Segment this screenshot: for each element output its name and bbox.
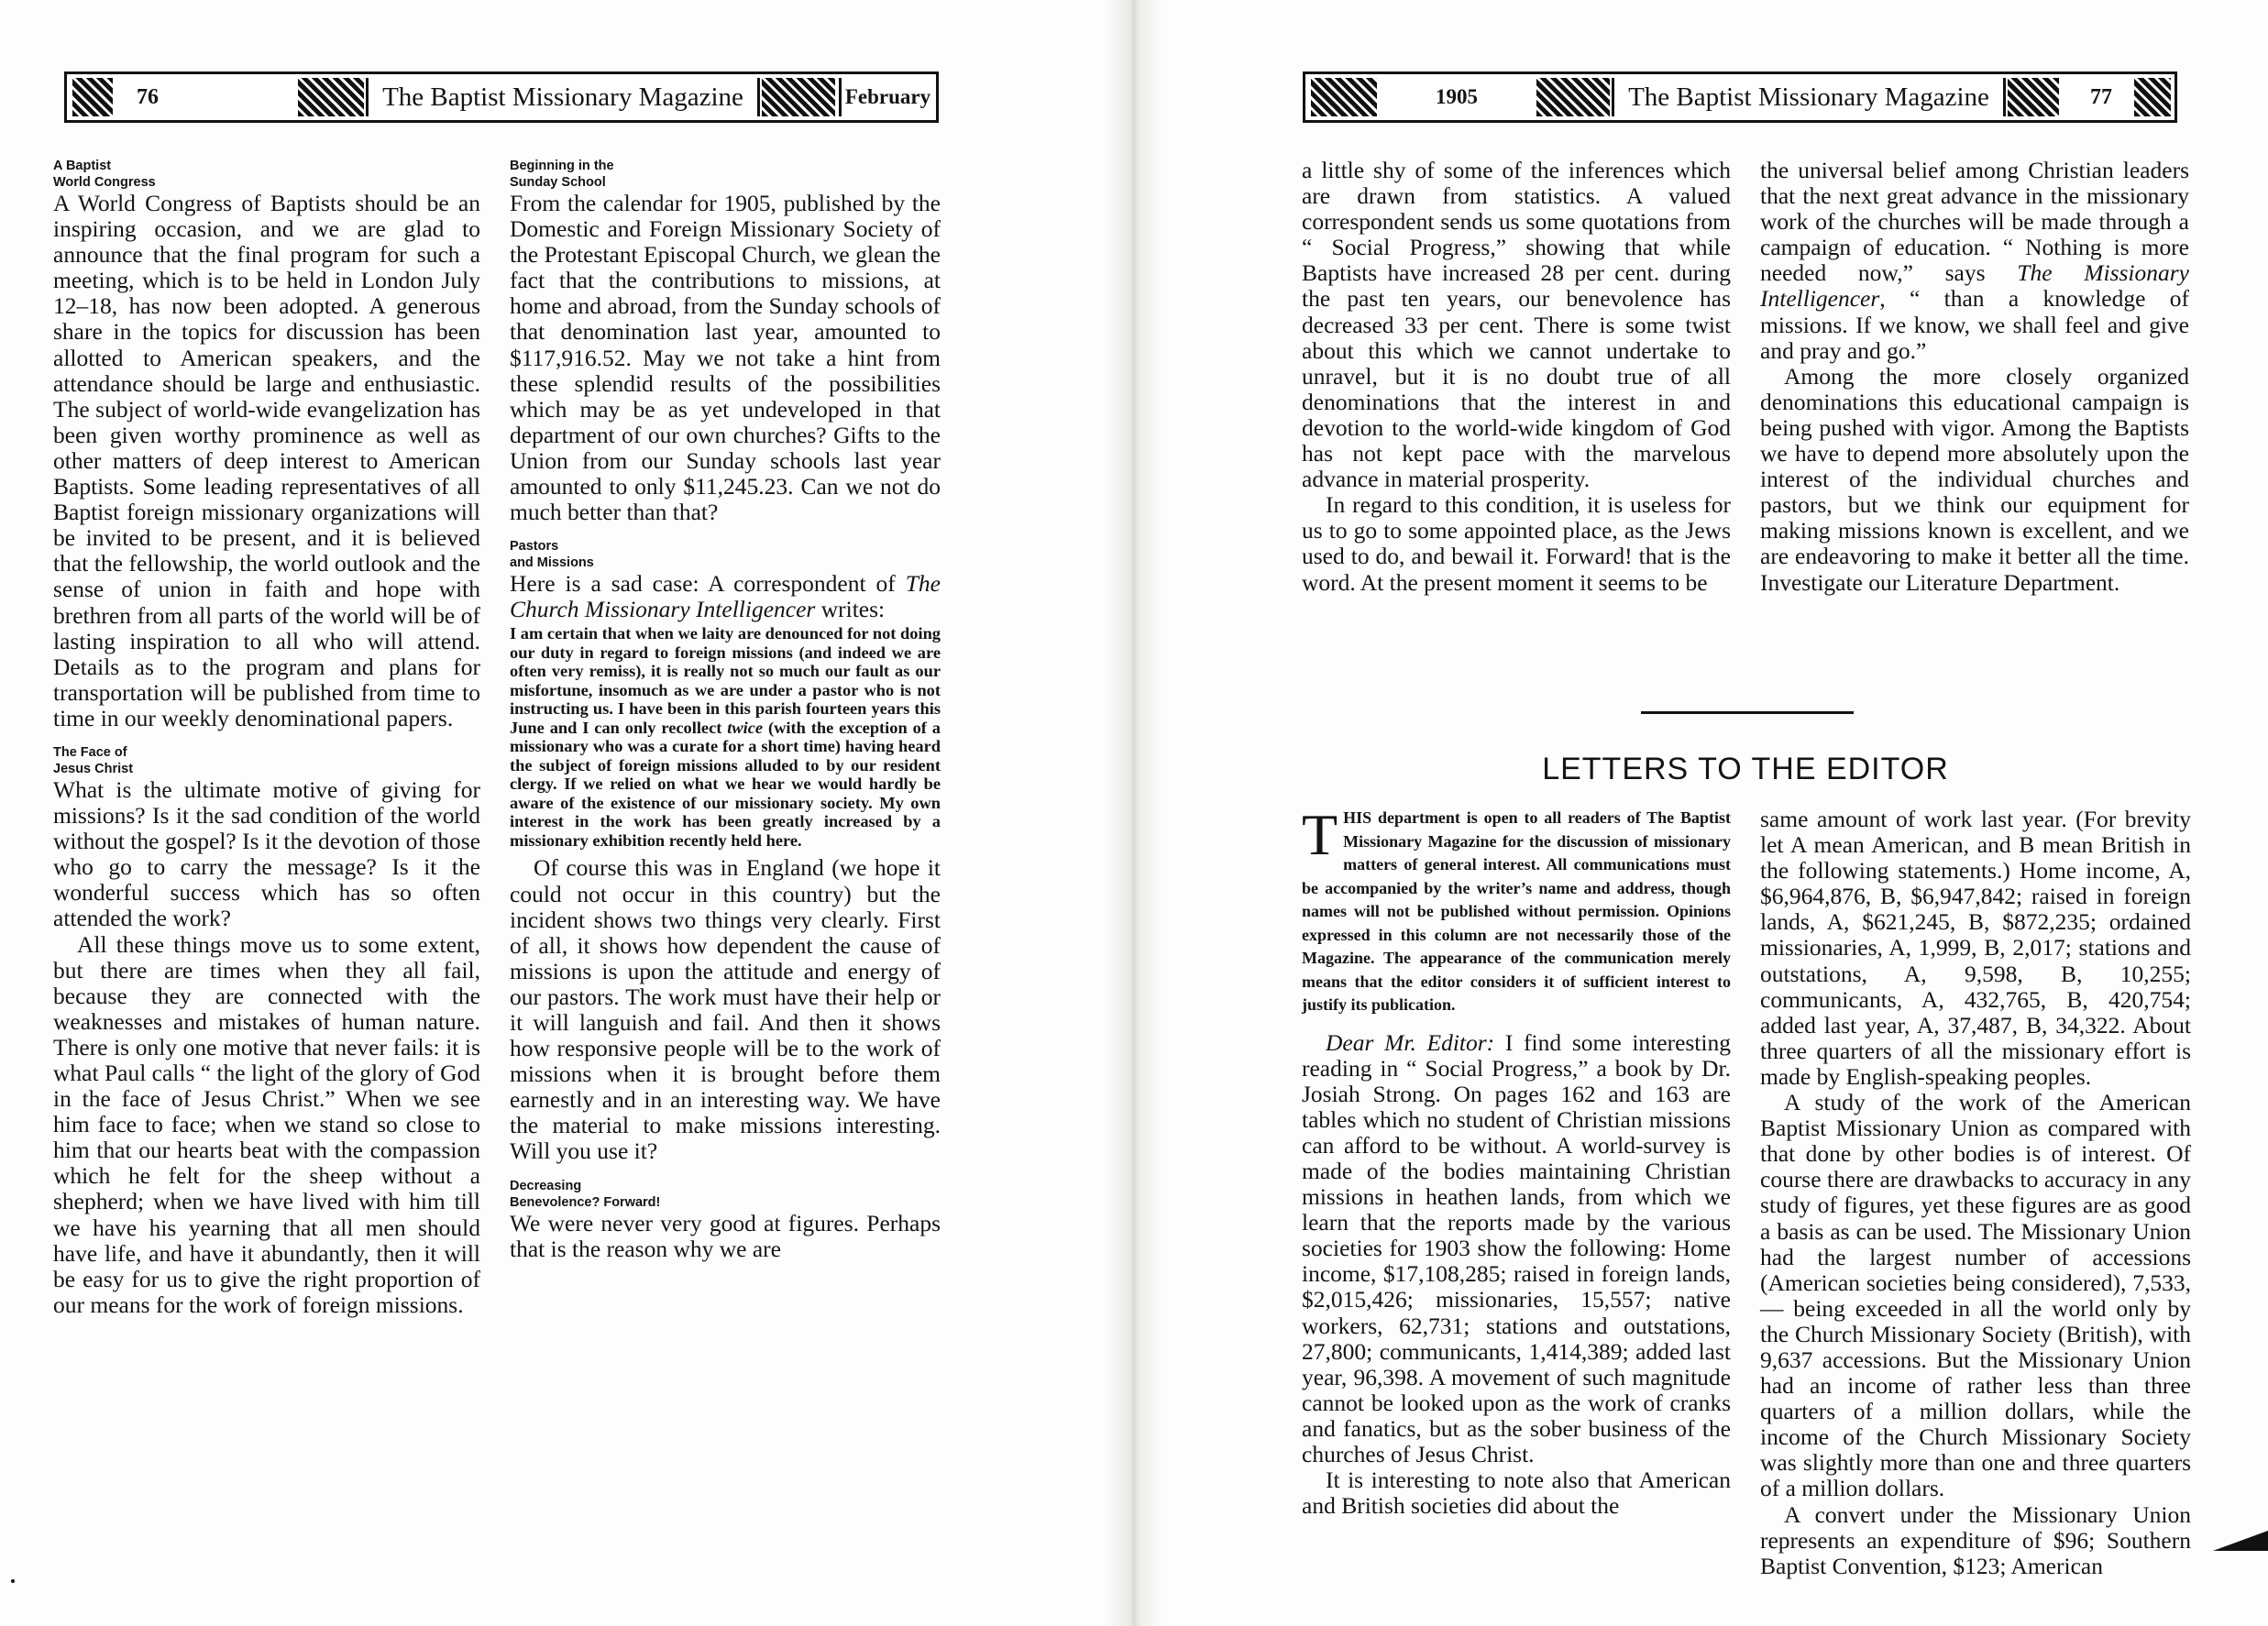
left-column-1	[53, 158, 480, 1318]
scan-speck	[11, 1579, 15, 1583]
section-heading	[53, 158, 480, 191]
italic-title: The Church Missionary Intelligencer	[510, 570, 941, 623]
book-gutter	[1105, 0, 1162, 1626]
italic-title: The Missionary Intelligencer	[1760, 259, 2189, 313]
header-ornament	[2008, 78, 2059, 116]
italic-word: twice	[727, 718, 764, 737]
body-paragraph: same amount of work last year. (For brevity let A mean American, and B mean British in the following statements.) Home income, A, $6,964,876, B, $6,947,842; raised in foreign lands, A, $621,245, B, $872,235; ordained missionaries, A, 1,999, B, 2,017; stations and outstations, A, 9,598, B, 10,255; communicants, A, 432,765, B, 420,754; added last year, A, 37,487, B, 34,322. About three quarters of all the missionary effort is made by English-speaking peoples.	[1760, 806, 2191, 1090]
editorial-notice	[1302, 802, 1731, 1017]
right-column-4	[1760, 807, 2191, 1579]
heading-line: Sunday School	[510, 175, 606, 190]
page-number: 76	[116, 78, 204, 116]
heading-line: and Missions	[510, 555, 594, 571]
right-column-2	[1760, 158, 2189, 596]
text-run: writes:	[815, 596, 886, 623]
text-run: (with the exception of a missionary who was a curate for a short time) having heard the subject of foreign missions alluded to by our resident clergy. If we relied on what we hear we would hardly be aware of the existence of our missionary society. My own interest in the work has been greatly increased by a missionary exhibition recently held here.	[510, 718, 941, 850]
heading-line: Benevolence? Forward!	[510, 1194, 661, 1210]
right-page-header	[1303, 71, 2177, 123]
magazine-title: The Baptist Missionary Magazine	[1612, 78, 2006, 116]
heading-line: Jesus Christ	[53, 761, 134, 776]
heading-line: World Congress	[53, 175, 156, 190]
header-ornament	[1311, 78, 1377, 116]
header-ornament	[762, 78, 835, 116]
salutation: Dear Mr. Editor:	[1326, 1028, 1495, 1056]
section-heading	[510, 1178, 941, 1211]
quoted-letter	[510, 624, 941, 850]
header-ornament	[72, 78, 113, 116]
body-paragraph: Of course this was in England (we hope it could not occur in this country) but the incident shows two things very clearly. First of all, it shows how dependent the cause of missions is upon the attitude and energy of our pastors. The work must have their help or it will languish and fail. And then it shows how responsive people will be to the work of missions when it is brought before them earnestly and in an interesting way. We have the material to make missions interesting. Will you use it?	[510, 854, 941, 1165]
text-run: I find some interesting reading in “ Social Progress,” a book by Dr. Josiah Strong. On pages 162 and 163 are tables which no student of Christian missions can afford to be without. A world-survey is made of the bodies maintaining Christian missions in heathen lands, from which we learn that the reports made by the various societies for 1903 show the following: Home income, $17,108,285; raised in foreign lands, $2,015,426; missionaries, 15,557; native workers, 62,731; stations and outstations, 27,800; communicants, 1,414,389; added last year, 96,398. A movement of such magnitude cannot be looked upon as the work of cranks and fanatics, but as the sober business of the churches of Jesus Christ.	[1302, 1028, 1731, 1467]
text-run: the universal belief among Christian leaders that the next great advance in the missionary work of the churches will be made through a campaign of education. “ Nothing is more needed now,” says	[1760, 157, 2189, 287]
drop-cap: T	[1302, 802, 1338, 867]
body-paragraph: We were never very good at figures. Perhaps that is the reason why we are	[510, 1209, 941, 1262]
section-heading	[510, 158, 941, 191]
header-ornament	[298, 78, 364, 116]
text-run: HIS department is open to all readers of The Baptist Missionary Magazine for the discussion of missionary matters of general interest. All communications must be accompanied by the writer’s name and address, though names will not be published without permission. Opinions expressed in this column are not necessarily those of the Magazine. The appearance of the communication merely means that the editor considers it of sufficient interest to justify its publication.	[1302, 808, 1731, 1014]
section-divider	[1641, 711, 1854, 714]
text-run: , “ than a knowledge of missions. If we know, we shall feel and give and pray and go.”	[1760, 285, 2189, 364]
body-paragraph: Among the more closely organized denominations this educational campaign is being pushed with vigor. Among the Baptists we have to depend more absolutely upon the interest of the individual churches and pastors, but we think our equipment for making missions known is excellent, and we are endeavoring to make it better all the time. Investigate our Literature Department.	[1760, 362, 2189, 596]
header-ornament	[2134, 78, 2171, 116]
heading-line: A Baptist	[53, 159, 112, 173]
right-column-1	[1302, 158, 1731, 596]
section-heading	[510, 538, 941, 571]
left-column-2	[510, 158, 941, 1262]
body-paragraph: a little shy of some of the inferences which are drawn from statistics. A valued correspondent sends us some quotations from “ Social Progress,” showing that while Baptists have increased 28 per cent. during the past ten years, our benevolence has decreased 33 per cent. There is some twist about this which we cannot undertake to unravel, but it is no doubt true of all denominations that the interest in and devotion to the world-wide kingdom of God has not kept pace with the marvelous advance in material prosperity.	[1302, 157, 1731, 493]
header-ornament	[1536, 78, 1610, 116]
body-paragraph: All these things move us to some extent, but there are times when they all fail, because they are connected with the weaknesses and mistakes of human nature. There is only one motive that never fails: it is what Paul calls “ the light of the glory of God in the face of Jesus Christ.” When we see him face to face; when we stand so close to him that our hearts beat with the compassion which he felt for the sheep without a shepherd; when we have lived with him till we have his yearning that all men should have life, and have it abundantly, then it will be easy for us to give the right proportion of our means for the work of foreign missions.	[53, 930, 480, 1318]
body-paragraph	[1302, 1030, 1731, 1468]
text-run: I am certain that when we laity are denounced for not doing our duty in regard to foreign missions (and indeed we are often very remiss), it is really not so much our fault as our misfortune, insomuch as we are under a pastor who is not instructing us. I have been in this parish fourteen years this June and I can only recollect	[510, 624, 941, 737]
heading-line: Beginning in the	[510, 159, 614, 173]
body-paragraph	[1760, 158, 2189, 364]
body-paragraph: From the calendar for 1905, published by the Domestic and Foreign Missionary Society of the Protestant Episcopal Church, we glean the fact that the contributions to missions, at home and abroad, from the Sunday schools of that denomination last year, amounted to $117,916.52. May we not take a hint from these splendid results of the possibilities which may be as yet undeveloped in that department of our own churches? Gifts to the Union from our Sunday schools last year amounted to only $11,245.23. Can we not do much better than that?	[510, 190, 941, 526]
letters-heading: LETTERS TO THE EDITOR	[1542, 752, 1949, 786]
magazine-title: The Baptist Missionary Magazine	[366, 78, 760, 116]
month-label: February	[839, 78, 934, 116]
right-column-3	[1302, 802, 1731, 1520]
body-paragraph: A convert under the Missionary Union represents an expenditure of $96; Southern Baptist Convention, $123; American	[1760, 1500, 2191, 1579]
body-paragraph: What is the ultimate motive of giving for missions? Is it the sad condition of the world without the gospel? Is it the devotion of those who go to carry the message? Is it the wonderful success which has so often attended the work?	[53, 775, 481, 932]
body-paragraph: It is interesting to note also that American and British societies did about the	[1302, 1467, 1731, 1520]
left-page-header	[64, 71, 939, 123]
body-paragraph: A study of the work of the American Baptist Missionary Union as compared with that done by other bodies is of interest. Of course there are drawbacks to accuracy in any study of figures, yet these figures are as good a basis as can be used. The Missionary Union had the largest number of accessions (American societies being considered), 7,533, — being exceeded in all the world only by the Church Missionary Society (British), with 9,637 accessions. But the Missionary Union had an income of rather less than three quarters of a million dollars, while the income of the Church Missionary Society was slightly more than one and three quarters of a million dollars.	[1760, 1089, 2191, 1502]
heading-line: The Face of	[53, 744, 127, 760]
body-paragraph: In regard to this condition, it is useless for us to go to some appointed place, as the Jews used to do, and bewail it. Forward! that is the word. At the present moment it seems to be	[1302, 491, 1731, 596]
page-number: 77	[2063, 78, 2140, 116]
body-paragraph: A World Congress of Baptists should be an inspiring occasion, and we are glad to announce that the final program for such a meeting, which is to be held in London July 12–18, has now been adopted. A generous share in the topics for discussion has been allotted to American speakers, and the attendance should be large and enthusiastic. The subject of world-wide evangelization has been given worthy prominence as well as other matters of deep interest to American Baptists. Some leading representatives of all Baptist foreign missionary organizations will be invited to be present, and it is believed that the fellowship, the world outlook and the sense of union in faith and hope with brethren from all parts of the world will be of lasting inspiration to all who will attend. Details as to the program and plans for transportation will be published from time to time in our weekly denominational papers.	[53, 190, 480, 731]
body-paragraph	[510, 571, 941, 622]
year-label: 1905	[1379, 78, 1535, 116]
page-corner-mark	[2213, 1531, 2268, 1551]
section-heading	[53, 744, 480, 777]
text-run: Here is a sad case: A correspondent of	[510, 570, 906, 598]
heading-line: Decreasing	[510, 1178, 582, 1193]
heading-line: Pastors	[510, 539, 559, 555]
